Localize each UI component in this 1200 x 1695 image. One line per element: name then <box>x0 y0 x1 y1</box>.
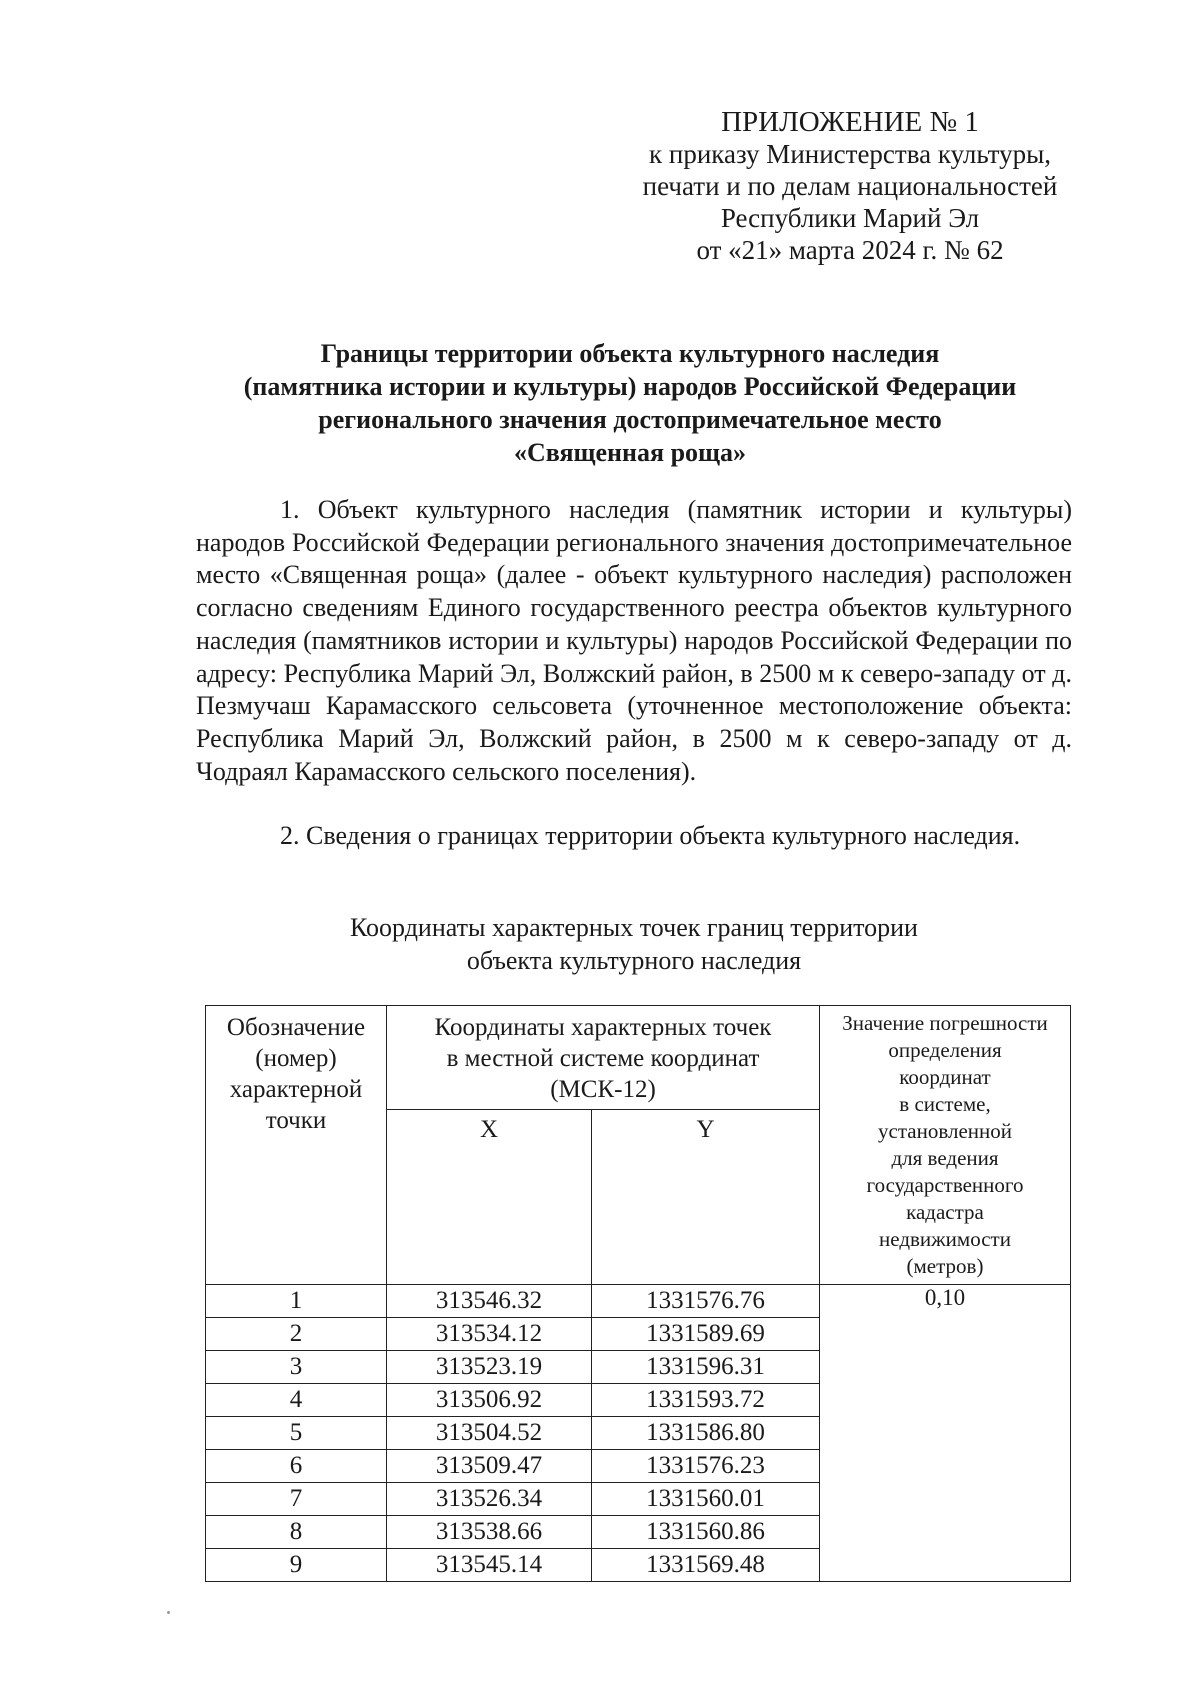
x-coordinate-cell: 313506.92 <box>387 1384 592 1417</box>
x-coordinate-cell: 313546.32 <box>387 1285 592 1318</box>
coordinates-table <box>205 1005 1071 1582</box>
header-text: Обозначение <box>226 1014 366 1041</box>
header-x: X <box>387 1110 592 1285</box>
point-number-cell: 2 <box>206 1318 387 1351</box>
scan-artifact-dot <box>167 1611 170 1614</box>
table-header-row <box>206 1006 1071 1110</box>
title-line: Границы территории объекта культурного наследия <box>320 339 940 368</box>
header-text: определения <box>888 1038 1002 1062</box>
x-coordinate-cell: 313538.66 <box>387 1516 592 1549</box>
point-number-cell: 1 <box>206 1285 387 1318</box>
header-text: координат <box>899 1065 991 1089</box>
x-coordinate-cell: 313523.19 <box>387 1351 592 1384</box>
header-accuracy <box>820 1006 1071 1285</box>
header-coordinates <box>387 1006 820 1110</box>
appendix-header <box>600 106 1100 266</box>
table-caption <box>196 911 1072 977</box>
title-line: регионального значения достопримечательное место <box>318 405 942 434</box>
x-coordinate-cell: 313504.52 <box>387 1417 592 1450</box>
header-text: государственного <box>866 1173 1024 1197</box>
appendix-line: печати и по делам национальностей <box>642 171 1058 201</box>
caption-line: Координаты характерных точек границ территории <box>350 913 918 942</box>
header-text: в местной системе координат <box>446 1045 760 1072</box>
appendix-title: ПРИЛОЖЕНИЕ № 1 <box>721 106 979 138</box>
header-text: для ведения <box>891 1146 999 1170</box>
header-y: Y <box>592 1110 820 1285</box>
paragraph-boundaries: 2. Сведения о границах территории объекта культурного наследия. <box>280 821 1021 850</box>
y-coordinate-cell: 1331593.72 <box>592 1384 820 1417</box>
appendix-line: к приказу Министерства культуры, <box>649 139 1051 169</box>
title-line: «Священная роща» <box>514 438 746 467</box>
point-number-cell: 6 <box>206 1450 387 1483</box>
header-text: установленной <box>878 1119 1012 1143</box>
y-coordinate-cell: 1331576.23 <box>592 1450 820 1483</box>
y-coordinate-cell: 1331576.76 <box>592 1285 820 1318</box>
y-coordinate-cell: 1331596.31 <box>592 1351 820 1384</box>
y-coordinate-cell: 1331586.80 <box>592 1417 820 1450</box>
x-coordinate-cell: 313545.14 <box>387 1549 592 1582</box>
header-text: характерной <box>229 1076 363 1103</box>
appendix-date-number: от «21» марта 2024 г. № 62 <box>696 235 1004 265</box>
x-coordinate-cell: 313534.12 <box>387 1318 592 1351</box>
point-number-cell: 8 <box>206 1516 387 1549</box>
table-row <box>206 1285 1071 1318</box>
y-coordinate-cell: 1331560.86 <box>592 1516 820 1549</box>
header-designation <box>206 1006 387 1285</box>
y-coordinate-cell: 1331560.01 <box>592 1483 820 1516</box>
header-text: Координаты характерных точек <box>434 1014 772 1041</box>
header-text: (номер) <box>255 1045 337 1072</box>
x-coordinate-cell: 313509.47 <box>387 1450 592 1483</box>
title-line: (памятника истории и культуры) народов Российской Федерации <box>243 372 1017 401</box>
paragraph-object-location: 1. Объект культурного наследия (памятник истории и культуры) народов Российской Федерации регионального значения достопримечательное место «Священная роща» (далее - объект культурного наследия) расположен согласно сведениям Единого государственного реестра объектов культурного наследия (памятников истории и культуры) народов Российской Федерации по адресу: Республика Марий Эл, Волжский район, в 2500 м к северо-западу от д. Пезмучаш Карамасского сельсовета (уточненное местоположение объекта: Республика Марий Эл, Волжский район, в 2500 м к северо-западу от д. Чодраял Карамасского сельского поселения). <box>196 495 1072 786</box>
point-number-cell: 5 <box>206 1417 387 1450</box>
point-number-cell: 7 <box>206 1483 387 1516</box>
header-text: (МСК-12) <box>550 1076 656 1103</box>
header-text: (метров) <box>906 1254 984 1278</box>
point-number-cell: 3 <box>206 1351 387 1384</box>
header-text: Значение погрешности <box>842 1011 1048 1035</box>
x-coordinate-cell: 313526.34 <box>387 1483 592 1516</box>
header-text: точки <box>265 1107 327 1134</box>
accuracy-value-cell: 0,10 <box>820 1285 1071 1582</box>
y-coordinate-cell: 1331569.48 <box>592 1549 820 1582</box>
header-text: недвижимости <box>879 1227 1011 1251</box>
appendix-line: Республики Марий Эл <box>720 203 980 233</box>
point-number-cell: 9 <box>206 1549 387 1582</box>
header-text: в системе, <box>899 1092 991 1116</box>
document-title <box>190 337 1070 469</box>
y-coordinate-cell: 1331589.69 <box>592 1318 820 1351</box>
caption-line: объекта культурного наследия <box>466 946 802 975</box>
header-text: кадастра <box>906 1200 984 1224</box>
point-number-cell: 4 <box>206 1384 387 1417</box>
